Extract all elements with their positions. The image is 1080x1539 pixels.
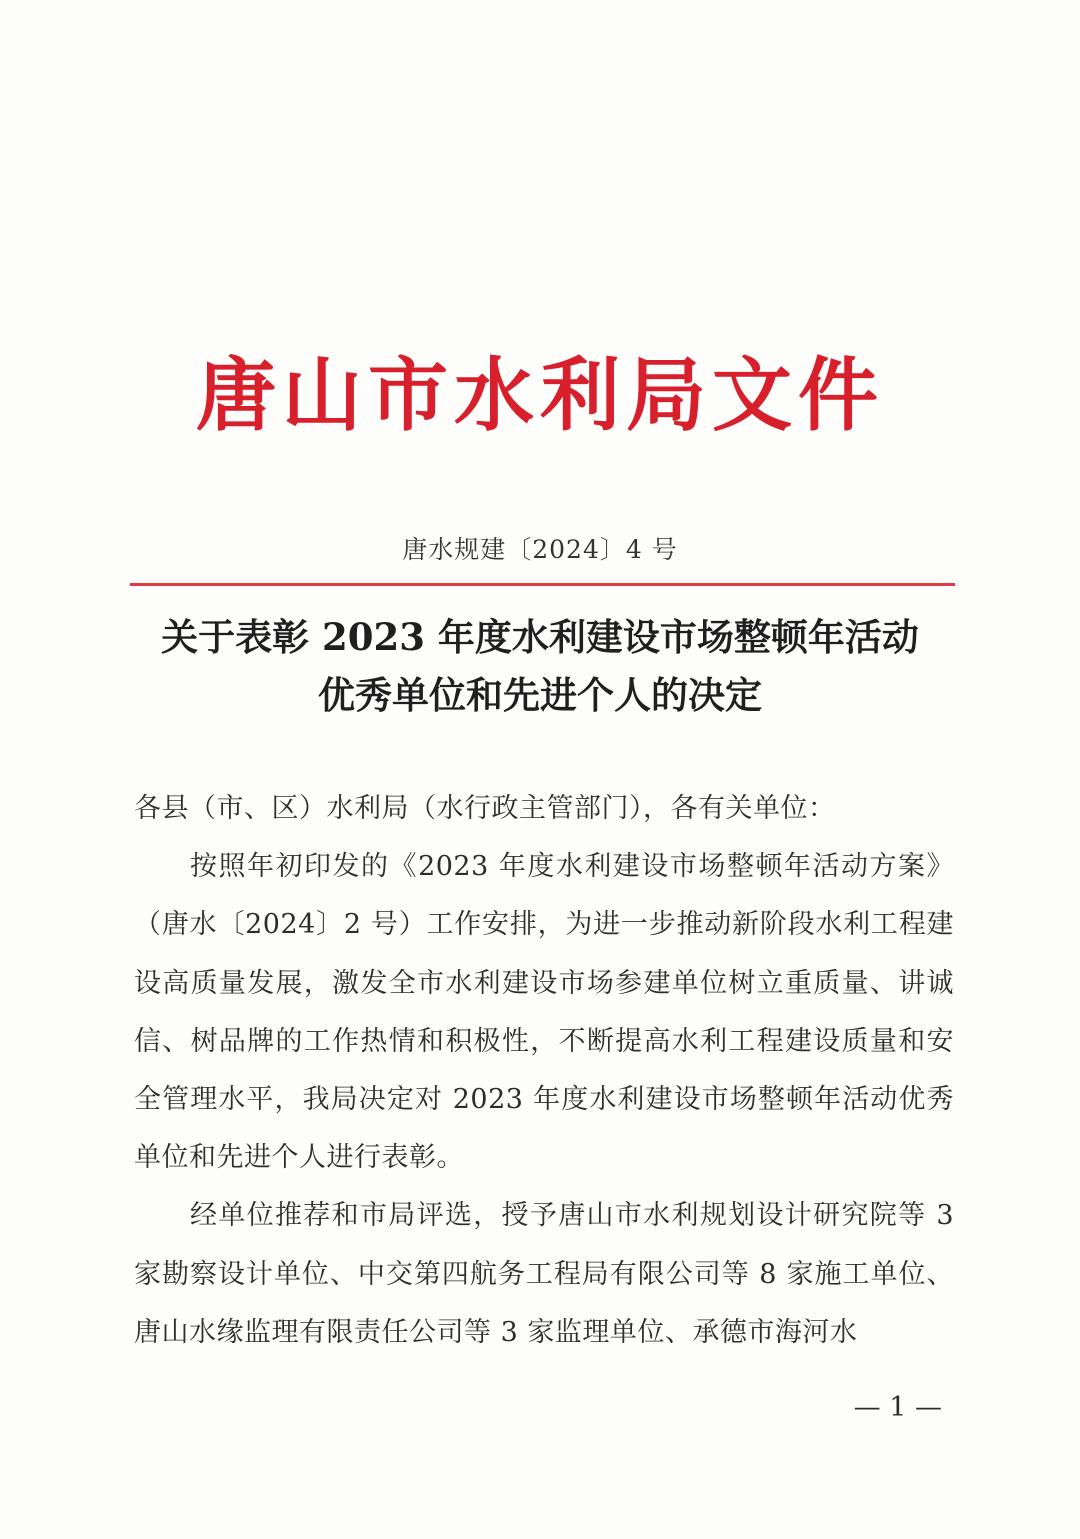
red-divider-line <box>130 583 955 586</box>
salutation: 各县（市、区）水利局（水行政主管部门），各有关单位： <box>134 793 836 824</box>
paragraph-1: 按照年初印发的《2023 年度水利建设市场整顿年活动方案》（唐水〔2024〕2 号）工作安排，为进一步推动新阶段水利工程建设高质量发展，激发全市水利建设市场参建单位树立重质量、讲诚信、树品牌的工作热情和积极性，不断提高水利工程建设质量和安全管理水平，我局决定对 2023 年度水利建设市场整顿年活动优秀单位和先进个人进行表彰。 <box>134 851 954 1174</box>
document-title <box>100 608 980 724</box>
issuer-header-title: 唐山市水利局文件 <box>196 348 884 442</box>
document-body <box>134 780 954 1362</box>
document-title-line-1: 关于表彰 2023 年度水利建设市场整顿年活动 <box>161 615 919 659</box>
page-number: — 1 — <box>853 1392 942 1423</box>
document-title-line-2: 优秀单位和先进个人的决定 <box>318 673 762 717</box>
document-number: 唐水规建〔2024〕4 号 <box>402 535 678 564</box>
paragraph-2: 经单位推荐和市局评选，授予唐山市水利规划设计研究院等 3 家勘察设计单位、中交第四航务工程局有限公司等 8 家施工单位、唐山水缘监理有限责任公司等 3 家监理单位、承德市海河水 <box>134 1200 954 1348</box>
